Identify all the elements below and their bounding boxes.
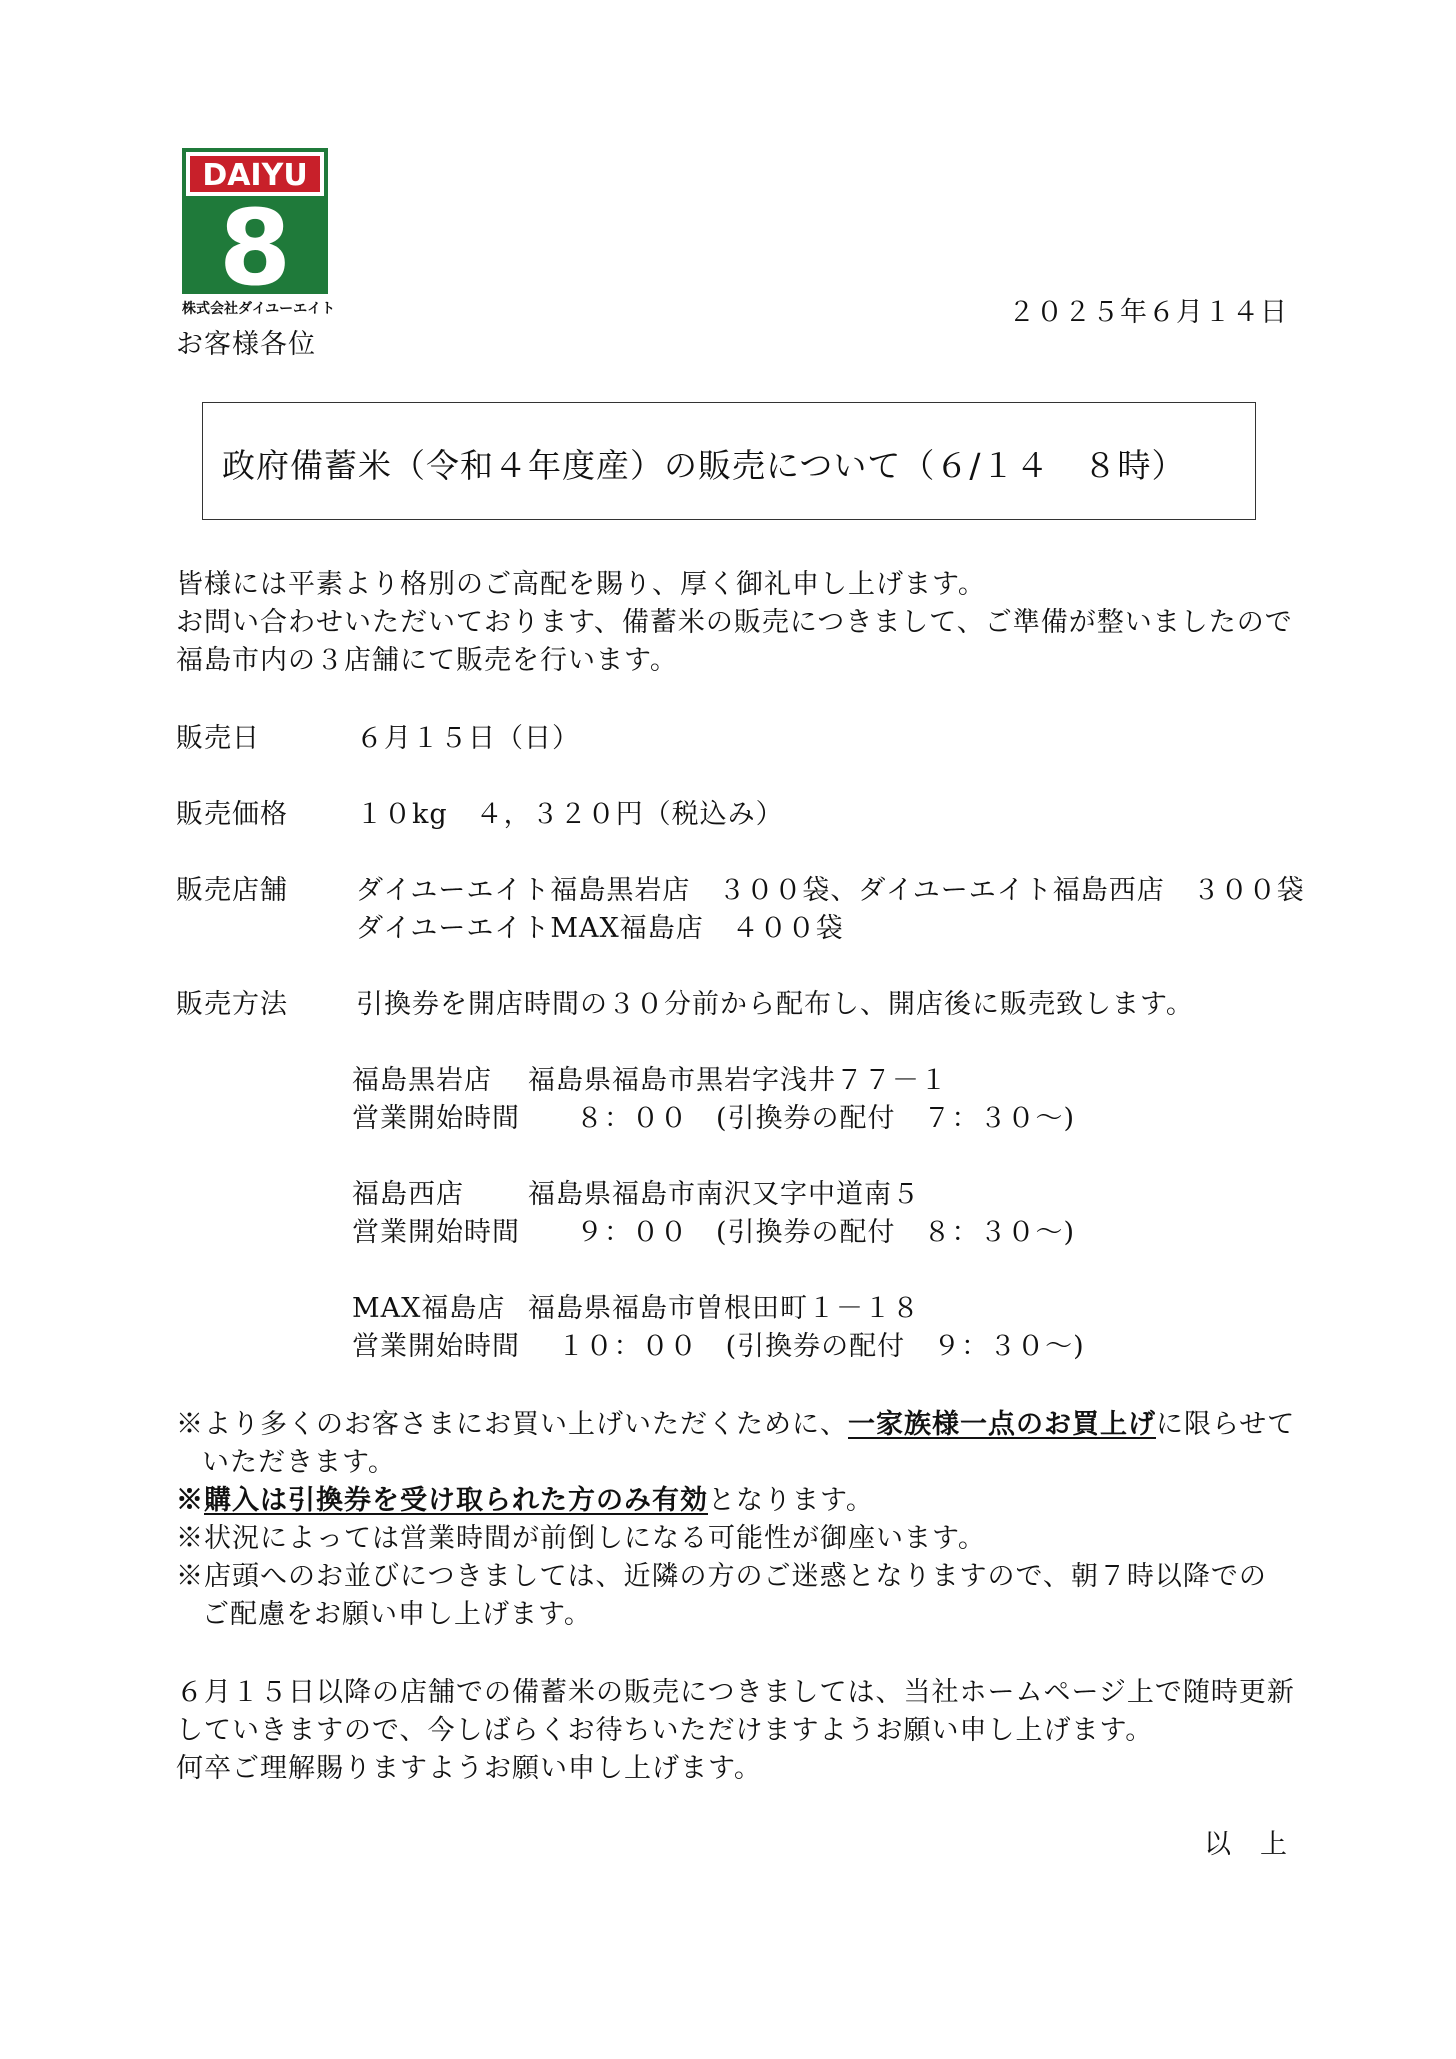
sale-date-label: 販売日 — [176, 723, 260, 754]
store-name: 福島黒岩店 — [352, 1065, 492, 1096]
store-name: MAX福島店 — [352, 1293, 506, 1324]
store-hours: 営業開始時間 ９：００ (引換券の配付 ８：３０～) — [352, 1217, 1076, 1248]
method-value: 引換券を開店時間の３０分前から配布し、開店後に販売致します。 — [356, 989, 1194, 1020]
page-title: 政府備蓄米（令和４年度産）の販売について（６/１４ ８時） — [222, 446, 1186, 485]
note-1 — [176, 1406, 1295, 1444]
stores-label: 販売店舗 — [176, 875, 288, 906]
store-name: 福島西店 — [352, 1179, 464, 1210]
document-date: ２０２５年６月１４日 — [1008, 297, 1288, 328]
store-hours: 営業開始時間 １０：００ (引換券の配付 ９：３０～) — [352, 1331, 1085, 1362]
sale-price-label: 販売価格 — [176, 799, 288, 830]
intro-line-3: 福島市内の３店舗にて販売を行います。 — [176, 645, 678, 676]
note-2 — [176, 1482, 874, 1520]
note-1-emphasis: 一家族様一点のお買上げ — [848, 1409, 1156, 1440]
company-logo — [182, 148, 328, 294]
store-address: 福島県福島市曽根田町１－１８ — [528, 1293, 920, 1324]
note-4-continued: ご配慮をお願い申し上げます。 — [202, 1599, 592, 1630]
intro-line-1: 皆様には平素より格別のご高配を賜り、厚く御礼申し上げます。 — [176, 569, 986, 600]
store-hours: 営業開始時間 ８：００ (引換券の配付 ７：３０～) — [352, 1103, 1076, 1134]
closing-line-2: していきますので、今しばらくお待ちいただけますようお願い申し上げます。 — [176, 1715, 1154, 1746]
logo-number: 8 — [218, 187, 292, 294]
note-2-emphasis: 購入は引換券を受け取られた方のみ有効 — [204, 1485, 708, 1516]
intro-line-2: お問い合わせいただいております、備蓄米の販売につきまして、ご準備が整いましたので — [176, 607, 1293, 638]
note-2-suffix: となります。 — [708, 1485, 874, 1516]
note-3: ※状況によっては営業時間が前倒しになる可能性が御座います。 — [176, 1523, 986, 1554]
closing-line-3: 何卒ご理解賜りますようお願い申し上げます。 — [176, 1753, 762, 1784]
sale-date-value: ６月１５日（日） — [356, 723, 580, 754]
note-4: ※店頭へのお並びにつきましては、近隣の方のご迷惑となりますので、朝７時以降での — [176, 1561, 1267, 1592]
note-1-continued: いただきます。 — [202, 1447, 396, 1478]
store-address: 福島県福島市南沢又字中道南５ — [528, 1179, 920, 1210]
stores-line-2: ダイユーエイトMAX福島店 ４００袋 — [356, 913, 844, 944]
logo-brand: DAIYU — [202, 158, 308, 193]
logo-company-name: 株式会社ダイユーエイト — [182, 301, 336, 317]
sale-price-value: １０kg ４，３２０円（税込み） — [356, 799, 784, 830]
store-address: 福島県福島市黒岩字浅井７７－１ — [528, 1065, 948, 1096]
note-2-mark: ※ — [176, 1485, 204, 1516]
closing-line-1: ６月１５日以降の店舗での備蓄米の販売につきましては、当社ホームページ上で随時更新 — [176, 1677, 1295, 1708]
recipient: お客様各位 — [176, 329, 316, 360]
stores-line-1: ダイユーエイト福島黒岩店 ３００袋、ダイユーエイト福島西店 ３００袋 — [356, 875, 1305, 906]
note-1-suffix: に限らせて — [1156, 1409, 1296, 1440]
document-end: 以 上 — [1204, 1829, 1288, 1860]
method-label: 販売方法 — [176, 989, 288, 1020]
note-1-prefix: ※より多くのお客さまにお買い上げいただくために、 — [176, 1409, 848, 1440]
